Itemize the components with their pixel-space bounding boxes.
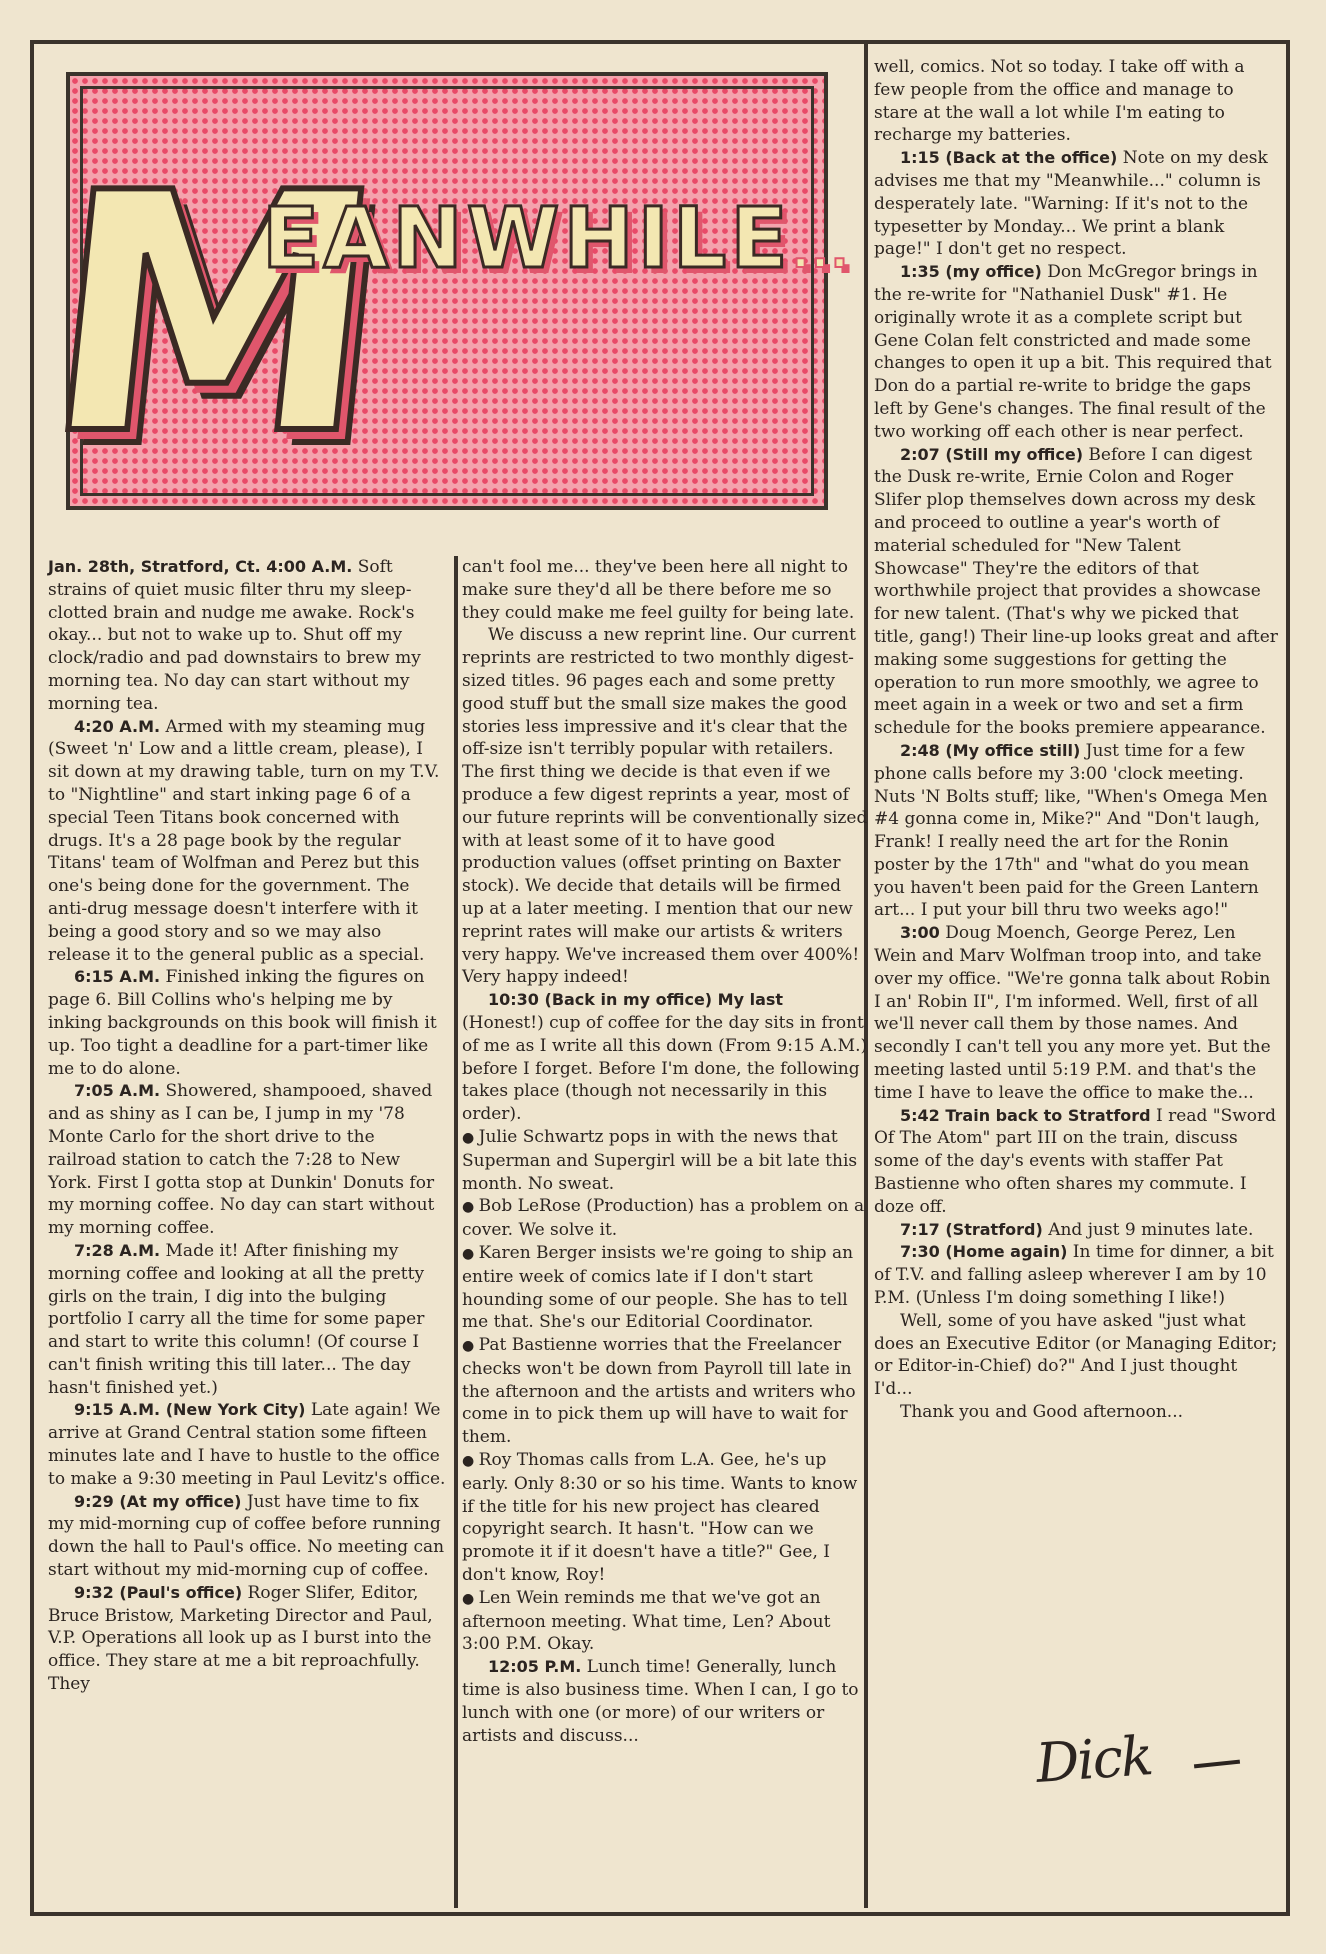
paragraph-text: Showered, shampooed, shaved and as shiny as I can be, I jump in my '78 Monte Carlo for the short drive to the railroad station to catch the 7:28 to New York. First I gotta stop at Dunkin' Donuts for my morning coffee. No day can start without my morning coffee. [48, 1081, 435, 1239]
paragraph-text: Well, some of you have asked "just what does an Executive Editor (or Managing Editor; or Editor-in-Chief) do?" And I just thought I'd... [874, 1310, 1278, 1400]
column-paragraph [462, 556, 868, 624]
time-heading: 1:35 (my office) [900, 262, 1042, 282]
time-heading: 7:17 (Stratford) [900, 1219, 1043, 1239]
title-dots: ... [791, 224, 851, 278]
paragraph-text: Soft strains of quiet music filter thru my sleep-clotted brain and nudge me awake. Rock's okay... but not to wake up to. Shut off my clock/radio and pad downstairs to brew my morning tea. No day can start without my morning tea. [48, 557, 421, 714]
bullet-icon: ● [462, 1245, 479, 1262]
bullet-item [462, 1242, 868, 1334]
paragraph-text: (Honest!) cup of coffee for the day sits in front of me as I write all this down (From 9:15 A.M.) before I forget. Before I'm done, the following takes place (though not necessarily in this order). [462, 1012, 868, 1125]
paragraph-text: Don McGregor brings in the re-write for "Nathaniel Dusk" #1. He originally wrote it as a complete script but Gene Colan felt constricted and made some changes to open it up a bit. This required that Don do a partial re-write to bridge the gaps left by Gene's changes. The final result of the two working off each other is near perfect. [874, 262, 1272, 442]
time-heading: 7:28 A.M. [74, 1240, 161, 1260]
paragraph-text: And just 9 minutes late. [1042, 1219, 1254, 1240]
column-paragraph [874, 1401, 1278, 1424]
bullet-icon: ● [462, 1129, 479, 1146]
paragraph-text: Lunch time! Generally, lunch time is also business time. When I can, I go to lunch with one (or more) of our writers or artists and discuss... [462, 1657, 859, 1746]
column-paragraph [874, 1310, 1278, 1401]
paragraph-text: We discuss a new reprint line. Our current reprints are restricted to two monthly digest-sized titles. 96 pages each and some pretty good stuff but the small size makes the good stories less impressive and it's clear that the off-size isn't terribly popular with retailers. The first thing we decide is that even if we produce a few digest reprints a year, most of our future reprints will be conventionally sized with at least some of it to have good production values (offset printing on Baxter stock). We decide that details will be firmed up at a later meeting. I mention that our new reprint rates will make our artists & writers very happy. We've increased them over 400%! Very happy indeed! [462, 625, 868, 988]
bullet-icon: ● [462, 1590, 479, 1607]
column-paragraph [48, 1399, 448, 1490]
paragraph-text: well, comics. Not so today. I take off with a few people from the office and manage to stare at the wall a lot while I'm eating to recharge my batteries. [874, 57, 1245, 146]
time-heading: 9:29 (At my office) [74, 1491, 242, 1511]
paragraph-text: In time for dinner, a bit of T.V. and falling asleep wherever I am by 10 P.M. (Unless I'm doing something I like!) [874, 1242, 1274, 1309]
paragraph-text: Made it! After finishing my morning coffee and looking at all the pretty girls on the train, I dig into the bulging portfolio I carry all the time for some paper and start to write this column! (Of course I can't finish writing this till later... The day hasn't finished yet.) [48, 1240, 425, 1398]
time-heading: 7:05 A.M. [74, 1081, 161, 1101]
time-heading: 6:15 A.M. [74, 967, 161, 987]
time-heading: 12:05 P.M. [488, 1657, 582, 1677]
bullet-text: Karen Berger insists we're going to ship an entire week of comics late if I don't start hounding some of our people. She has to tell me that. She's our Editorial Coordinator. [462, 1242, 854, 1333]
bullet-item [462, 1195, 868, 1242]
column-paragraph [874, 147, 1278, 261]
column-paragraph [874, 922, 1278, 1104]
time-heading: 3:00 [900, 923, 940, 943]
paragraph-text: Just have time to fix my mid-morning cup of coffee before running down the hall to Paul's office. No meeting can start without my mid-morning cup of coffee. [48, 1491, 445, 1581]
column-paragraph [874, 1219, 1278, 1242]
time-heading: 9:15 A.M. (New York City) [74, 1400, 306, 1420]
column-paragraph [462, 624, 868, 989]
column-rule-1 [454, 556, 458, 1908]
bullet-text: Roy Thomas calls from L.A. Gee, he's up early. Only 8:30 or so his time. Wants to know if the title for his new project has cleared copyright search. It hasn't. "How can we promote it if it doesn't have a title?" Gee, I don't know, Roy! [462, 1450, 858, 1586]
bullet-text: Bob LeRose (Production) has a problem on a cover. We solve it. [462, 1196, 865, 1241]
column-paragraph [48, 1582, 448, 1696]
paragraph-text: Finished inking the figures on page 6. Bill Collins who's helping me by inking backgrounds on this book will finish it up. Too tight a deadline for a part-timer like me to do alone. [48, 967, 437, 1079]
time-heading: 5:42 Train back to Stratford [900, 1105, 1151, 1125]
column-paragraph [48, 1240, 448, 1400]
column-paragraph [48, 716, 448, 967]
paragraph-text: Late again! We arrive at Grand Central station some fifteen minutes late and I have to hustle to the office to make a 9:30 meeting in Paul Levitz's office. [48, 1400, 446, 1489]
paragraph-text: Thank you and Good afternoon... [900, 1402, 1183, 1423]
time-heading: 9:32 (Paul's office) [74, 1582, 243, 1602]
column-paragraph [874, 56, 1278, 147]
paragraph-text: I read "Sword Of The Atom" part III on the train, discuss some of the day's events with staffer Pat Bastienne who often shares my commute. I doze off. [874, 1105, 1277, 1217]
time-heading: 7:30 (Home again) [900, 1242, 1068, 1262]
column-2 [462, 556, 868, 1904]
time-heading: 10:30 (Back in my office) My last [488, 990, 784, 1010]
bullet-icon: ● [462, 1199, 479, 1216]
column-3 [874, 56, 1278, 1716]
paragraph-text: Armed with my steaming mug (Sweet 'n' Low and a little cream, please), I sit down at my drawing table, turn on my T.V. to "Nightline" and start inking page 6 of a special Teen Titans book concerned with drugs. It's a 28 page book by the regular Titans' team of Wolfman and Perez but this one's being done for the government. The anti-drug message doesn't interfere with it being a good story and so we may also release it to the general public as a special. [48, 716, 440, 965]
column-paragraph [874, 1105, 1278, 1219]
column-1 [48, 556, 448, 1904]
signature: Dick [1033, 1724, 1154, 1795]
column-paragraph [874, 1241, 1278, 1309]
bullet-icon: ● [462, 1453, 479, 1470]
bullet-item [462, 1126, 868, 1195]
column-paragraph [874, 261, 1278, 443]
bullet-item [462, 1334, 868, 1449]
time-heading: 1:15 (Back at the office) [900, 148, 1118, 168]
title-rest: EANWHILE [262, 189, 792, 287]
column-paragraph [874, 444, 1278, 740]
bullet-item [462, 1587, 868, 1656]
paragraph-text: Before I can digest the Dusk re-write, Ernie Colon and Roger Slifer plop themselves down across my desk and proceed to outline a year's worth of material scheduled for "New Talent Showcase" They're the editors of that worthwhile project that provides a showcase for new talent. (That's why we picked that title, gang!) Their line-up looks great and after making some suggestions for getting the operation to run more smoothly, we agree to meet again in a week or two and set a firm schedule for the books premiere appearance. [874, 444, 1278, 739]
column-paragraph [48, 966, 448, 1080]
bullet-text: Pat Bastienne worries that the Freelancer checks won't be down from Payroll till late in the afternoon and the artists and writers who come in to pick them up will have to wait for them. [462, 1335, 856, 1448]
column-paragraph [874, 740, 1278, 922]
column-paragraph [48, 1491, 448, 1582]
paragraph-text: Doug Moench, George Perez, Len Wein and Marv Wolfman troop into, and take over my office. "We're gonna talk about Robin I an' Robin II", I'm informed. Well, first of all we'll never call them by those names. And secondly I can't tell you any more yet. But the meeting lasted until 5:19 P.M. and that's the time I have to leave the office to make the... [874, 923, 1271, 1103]
bullet-icon: ● [462, 1338, 479, 1355]
bullet-text: Len Wein reminds me that we've got an afternoon meeting. What time, Len? About 3:00 P.M. Okay. [462, 1587, 831, 1655]
paragraph-text: Roger Slifer, Editor, Bruce Bristow, Marketing Director and Paul, V.P. Operations all look up as I burst into the office. They stare at me a bit reproachfully. They [48, 1582, 433, 1695]
paragraph-text: Just time for a few phone calls before my 3:00 'clock meeting. Nuts 'N Bolts stuff; like, "When's Omega Men #4 gonna come in, Mike?" And "Don't laugh, Frank! I really need the art for the Ronin poster by the 17th" and "what do you mean you haven't been paid for the Green Lantern art... I put your bill thru two weeks ago!" [874, 740, 1268, 921]
column-paragraph [462, 989, 868, 1126]
paragraph-text: can't fool me... they've been here all night to make sure they'd all be there before me so they could make me feel guilty for being late. [462, 557, 855, 623]
title-initial: M [29, 123, 389, 507]
time-heading: 2:07 (Still my office) [900, 444, 1084, 464]
column-paragraph [462, 1656, 868, 1747]
bullet-item [462, 1449, 868, 1587]
column-paragraph [48, 556, 448, 716]
time-heading: Jan. 28th, Stratford, Ct. 4:00 A.M. [48, 557, 353, 576]
page-title [262, 189, 851, 293]
paragraph-text: Note on my desk advises me that my "Meanwhile..." column is desperately late. "Warning: If it's not to the typesetter by Monday... We print a blank page!" I don't get no respect. [874, 148, 1268, 260]
bullet-text: Julie Schwartz pops in with the news that Superman and Supergirl will be a bit late this month. No sweat. [462, 1126, 858, 1194]
time-heading: 4:20 A.M. [74, 716, 161, 736]
time-heading: 2:48 (My office still) [900, 740, 1081, 760]
column-paragraph [48, 1080, 448, 1240]
